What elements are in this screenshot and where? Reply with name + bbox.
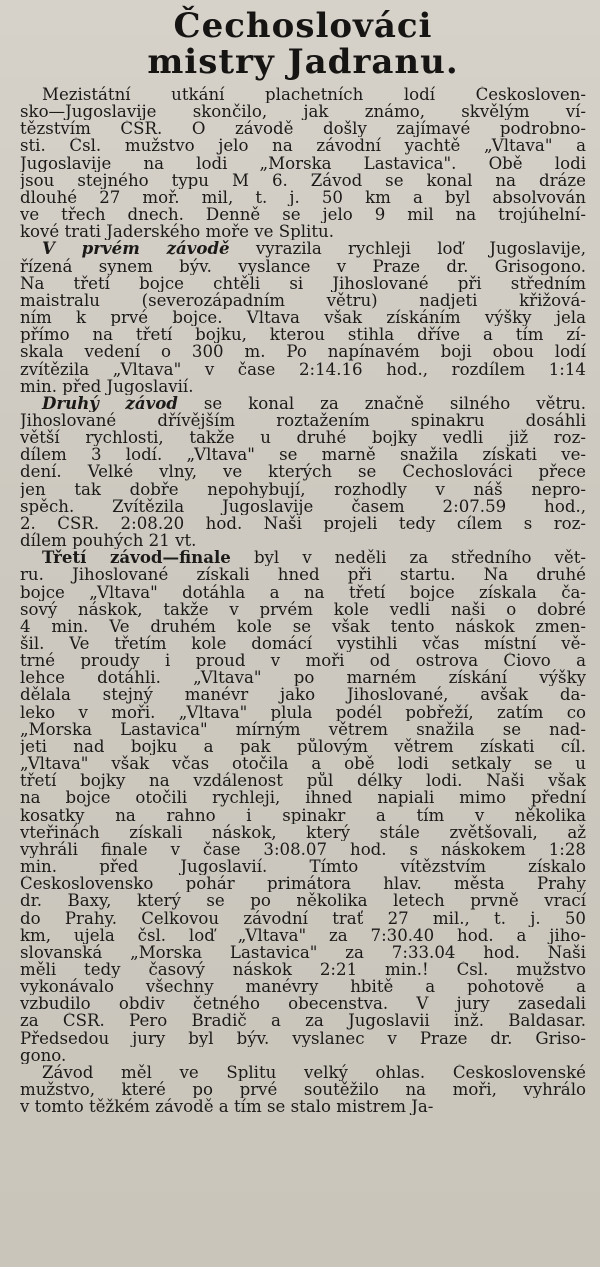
line-text: Mezistátní utkání plachetních lodí Českosloven- (42, 86, 586, 104)
text-line (20, 258, 586, 275)
headline-line-2: mistry Jadranu. (147, 42, 459, 82)
text-line (20, 206, 586, 223)
headline-line-1: Čechoslováci (173, 6, 433, 46)
line-text: třetí bojky na vzdálenost půl délky lodi. Naši však (20, 772, 586, 790)
text-line (20, 137, 586, 154)
line-text: na bojce otočili rychleji, ihned napiali mimo přední (20, 789, 586, 807)
line-text: vyrazila rychleji loď Jugoslavije, (229, 240, 586, 258)
text-line (20, 910, 586, 927)
text-line (20, 395, 586, 412)
line-text: „Vltava" však včas otočila a obě lodi setkaly se u (20, 755, 586, 773)
line-text: dení. Velké vlny, ve kterých se Čechoslováci přece (20, 463, 586, 481)
article-paragraph (20, 395, 586, 549)
line-text: min. před Jugoslavií. Tímto vítězstvím získalo (20, 858, 586, 876)
text-line (20, 309, 586, 326)
line-text: gono. (20, 1046, 67, 1064)
article-paragraph (20, 86, 586, 240)
line-text: dělala stejný manévr jako Jihoslované, avšak da- (20, 686, 586, 704)
text-line (20, 772, 586, 789)
text-line (20, 1012, 586, 1029)
text-line (20, 326, 586, 343)
text-line (20, 1064, 586, 1081)
line-text: v tomto těžkém závodě a tím se stalo mistrem Ja- (20, 1098, 434, 1116)
line-text: jsou stejného typu M 6. Závod se konal na dráze (20, 171, 586, 189)
line-text: spěch. Zvítězila Jugoslavije časem 2:07.59 hod., (20, 497, 586, 515)
text-line (20, 704, 586, 721)
line-text: Na třetí bojce chtěli si Jihoslované při středním (20, 274, 586, 292)
line-text: vyhráli finale v čase 3:08.07 hod. s náskokem 1:28 (20, 840, 586, 859)
line-text: vteřinách získali náskok, který stále zvětšovali, až (20, 823, 586, 841)
article-body (20, 86, 586, 1115)
line-text: větší rychlosti, takže u druhé bojky vedli již roz- (20, 429, 586, 447)
paragraph-lead: Druhý závod (42, 394, 178, 412)
text-line (20, 669, 586, 686)
text-line (20, 1030, 586, 1047)
line-text: dílem pouhých 21 vt. (20, 532, 197, 550)
text-line (20, 292, 586, 309)
line-text: řízená synem býv. vyslance v Praze dr. Grisogono. (20, 257, 586, 275)
line-text: Československo pohár primátora hlav. města Prahy (20, 875, 586, 893)
text-line (20, 875, 586, 892)
line-text: sový náskok, takže v prvém kole vedli naši o dobré (20, 600, 586, 618)
text-line (20, 978, 586, 995)
text-line (20, 601, 586, 618)
line-text: dr. Baxy, který se po několika letech prvně vrací (20, 892, 586, 910)
text-line (20, 275, 586, 292)
text-line (20, 498, 586, 515)
line-text: 4 min. Ve druhém kole se však tento náskok zmen- (20, 617, 586, 635)
line-text: skala vedení o 300 m. Po napínavém boji obou lodí (20, 343, 586, 361)
line-text: sko—Jugoslavije skončilo, jak známo, skvělým ví- (20, 103, 586, 121)
line-text: trné proudy i proud v moři od ostrova Čiovo a (20, 652, 586, 670)
text-line (20, 618, 586, 635)
text-line (20, 995, 586, 1012)
paragraph-lead: V prvém závodě (42, 240, 230, 258)
text-line (20, 961, 586, 978)
article-paragraph (20, 549, 586, 1064)
text-line (20, 1081, 586, 1098)
text-line (20, 481, 586, 498)
line-text: „Morska Lastavica" mírným větrem snažila se nad- (20, 720, 586, 738)
line-text: se konal za značně silného větru. (177, 394, 586, 412)
text-line (20, 789, 586, 806)
text-line (20, 446, 586, 463)
text-line (20, 240, 586, 257)
line-text: 2. ČSR. 2:08.20 hod. Naši projeli tedy cílem s roz- (20, 514, 586, 533)
text-line (20, 686, 586, 703)
line-text: byl v neděli za středního vět- (230, 549, 586, 567)
line-text: tězstvím ČSR. O závodě došly zajímavé podrobno- (20, 120, 586, 138)
text-line (20, 566, 586, 583)
line-text: lehce dotáhli. „Vltava" po marném získání výšky (20, 669, 586, 687)
line-text: slovanská „Morska Lastavica" za 7:33.04 hod. Naši (20, 943, 586, 961)
text-line (20, 635, 586, 652)
line-text: přímo na třetí bojku, kterou stihla dříve a tím zí- (20, 326, 586, 344)
text-line (20, 927, 586, 944)
text-line (20, 584, 586, 601)
text-line (20, 1047, 586, 1064)
text-line (20, 343, 586, 360)
line-text: Předsedou jury byl býv. vyslanec v Praze dr. Griso- (20, 1029, 586, 1047)
text-line (20, 721, 586, 738)
text-line (20, 738, 586, 755)
text-line (20, 515, 586, 532)
text-line (20, 223, 586, 240)
text-line (20, 412, 586, 429)
line-text: maistralu (severozápadním větru) nadjeti křižová- (20, 291, 586, 310)
text-line (20, 103, 586, 120)
text-line (20, 944, 586, 961)
text-line (20, 172, 586, 189)
text-line (20, 189, 586, 206)
text-line (20, 429, 586, 446)
line-text: kové trati Jaderského moře ve Splitu. (20, 223, 334, 241)
line-text: km, ujela čsl. loď „Vltava" za 7:30.40 hod. a jiho- (20, 926, 586, 944)
article-headline (20, 8, 586, 80)
text-line (20, 463, 586, 480)
line-text: zvítězila „Vltava" v čase 2:14.16 hod., rozdílem 1:14 (20, 360, 586, 378)
line-text: bojce „Vltava" dotáhla a na třetí bojce získala ča- (20, 583, 586, 601)
text-line (20, 755, 586, 772)
article-paragraph (20, 1064, 586, 1115)
paragraph-lead: Třetí závod—finale (42, 549, 231, 567)
line-text: min. před Jugoslavií. (20, 377, 194, 395)
text-line (20, 532, 586, 549)
line-text: za ČSR. Pero Bradič a za Jugoslavii inž. Baldasar. (20, 1012, 586, 1030)
line-text: ru. Jihoslované získali hned při startu. Na druhé (20, 566, 586, 584)
text-line (20, 378, 586, 395)
line-text: vzbudilo obdiv četného obecenstva. V jury zasedali (20, 995, 586, 1013)
text-line (20, 841, 586, 858)
text-line (20, 120, 586, 137)
article-paragraph (20, 240, 586, 394)
line-text: Závod měl ve Splitu velký ohlas. Československé (42, 1063, 586, 1082)
text-line (20, 86, 586, 103)
line-text: šil. Ve třetím kole domácí vystihli včas místní vě- (20, 635, 586, 653)
line-text: ve třech dnech. Denně se jelo 9 mil na trojúhelní- (20, 206, 586, 224)
line-text: leko v moři. „Vltava" plula podél pobřeží, zatím co (20, 703, 586, 721)
text-line (20, 549, 586, 566)
text-line (20, 652, 586, 669)
line-text: mužstvo, které po prvé soutěžilo na moři, vyhrálo (20, 1081, 586, 1099)
line-text: kosatky na rahno i spinakr a tím v několika (20, 806, 586, 824)
line-text: sti. Čsl. mužstvo jelo na závodní yachtě „Vltava" a (20, 137, 586, 155)
line-text: měli tedy časový náskok 2:21 min.! Čsl. mužstvo (20, 960, 586, 979)
line-text: vykonávalo všechny manévry hbitě a pohotově a (20, 978, 586, 996)
text-line (20, 858, 586, 875)
line-text: jen tak dobře nepohybují, rozhodly v náš nepro- (20, 480, 586, 498)
text-line (20, 807, 586, 824)
text-line (20, 892, 586, 909)
text-line (20, 155, 586, 172)
line-text: dlouhé 27 moř. mil, t. j. 50 km a byl absolvován (20, 188, 586, 207)
text-line (20, 1098, 586, 1115)
text-line (20, 361, 586, 378)
text-line (20, 824, 586, 841)
line-text: Jugoslavije na lodi „Morska Lastavica". Obě lodi (20, 154, 586, 172)
line-text: ním k prvé bojce. Vltava však získáním výšky jela (20, 309, 586, 327)
line-text: do Prahy. Celkovou závodní trať 27 mil., t. j. 50 (20, 909, 586, 927)
line-text: dílem 3 lodí. „Vltava" se marně snažila získati ve- (20, 446, 586, 464)
line-text: jeti nad bojku a pak půlovým větrem získati cíl. (20, 737, 586, 756)
line-text: Jihoslované dřívějším roztažením spinakru dosáhli (20, 411, 586, 430)
